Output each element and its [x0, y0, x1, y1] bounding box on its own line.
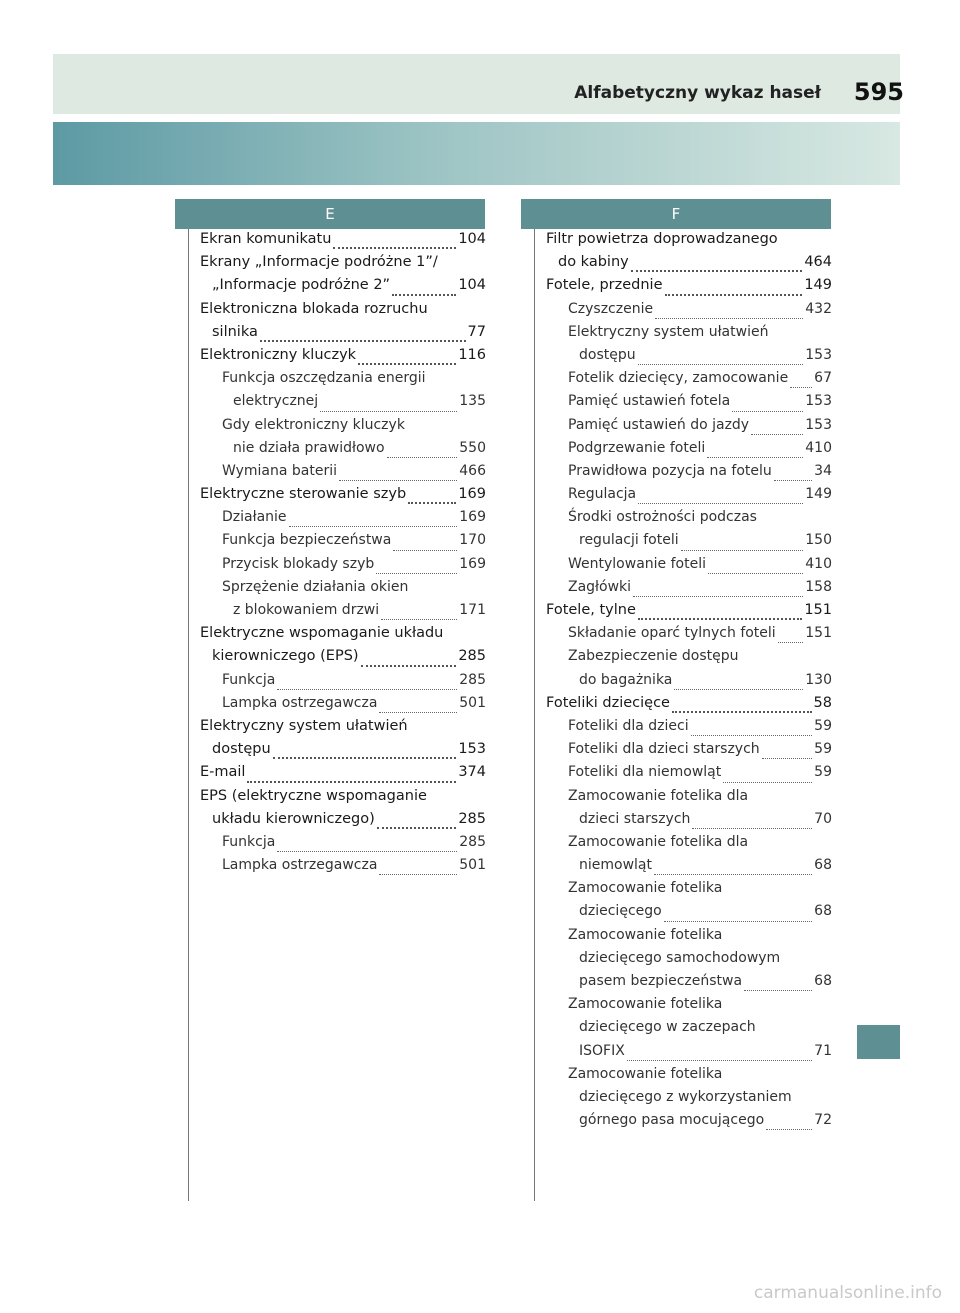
dot-leader — [393, 550, 457, 551]
dot-leader — [638, 503, 803, 504]
index-subentry — [546, 417, 832, 440]
index-subentry — [546, 370, 832, 393]
index-subentry — [546, 463, 832, 486]
entry-text: Zamocowanie fotelika — [568, 880, 723, 897]
dot-leader — [289, 526, 458, 527]
entry-page-number: 71 — [814, 1042, 832, 1059]
entry-text: Elektryczny system ułatwień — [200, 717, 408, 734]
index-subentry — [200, 556, 486, 579]
entry-text: Filtr powietrza doprowadzanego — [546, 231, 778, 247]
dot-leader — [358, 363, 456, 365]
entry-text: Sprzężenie działania okien — [222, 578, 409, 595]
index-subentry — [200, 834, 486, 857]
index-subentry — [546, 834, 832, 857]
entry-page-number: 410 — [805, 555, 832, 572]
entry-text: Foteliki dla dzieci starszych — [568, 741, 760, 758]
entry-text: Funkcja — [222, 671, 276, 688]
entry-page-number: 104 — [458, 277, 486, 294]
entry-text: z blokowaniem drzwi — [233, 602, 380, 618]
dot-leader — [774, 480, 812, 481]
index-subentry — [546, 1112, 832, 1135]
entry-page-number: 68 — [814, 973, 832, 989]
index-subentry — [200, 393, 486, 416]
dot-leader — [655, 318, 803, 319]
entry-text: pasem bezpieczeństwa — [579, 973, 743, 989]
index-subentry — [200, 370, 486, 393]
index-entry — [200, 347, 486, 370]
entry-text: dziecięcego w zaczepach — [579, 1019, 756, 1036]
entry-page-number: 77 — [467, 323, 486, 340]
entry-text: Fotele, tylne — [546, 602, 636, 618]
index-subentry — [546, 857, 832, 880]
entry-page-number: 501 — [459, 857, 486, 874]
entry-text: Pamięć ustawień fotela — [568, 393, 731, 410]
entry-text: Foteliki dla dzieci — [568, 717, 689, 734]
entry-text: Elektroniczna blokada rozruchu — [200, 300, 428, 317]
index-entry — [200, 231, 486, 254]
entry-text: Pamięć ustawień do jazdy — [568, 416, 750, 433]
dot-leader — [681, 550, 804, 551]
index-entry — [200, 324, 486, 347]
dot-leader — [665, 294, 803, 296]
entry-page-number: 58 — [813, 694, 832, 711]
entry-page-number: 153 — [805, 416, 832, 433]
entry-text: Foteliki dziecięce — [546, 694, 670, 711]
index-entry — [200, 625, 486, 648]
entry-text: E-mail — [200, 764, 246, 781]
index-subentry — [546, 903, 832, 926]
entry-page-number: 59 — [814, 764, 832, 781]
entry-text: Zamocowanie fotelika — [568, 926, 723, 943]
entry-text: Gdy elektroniczny kluczyk — [222, 416, 405, 433]
index-subentry — [546, 950, 832, 973]
dot-leader — [633, 596, 803, 597]
entry-page-number: 151 — [805, 625, 832, 642]
index-subentry — [546, 927, 832, 950]
index-subentry — [200, 463, 486, 486]
index-entry — [546, 602, 832, 625]
dot-leader — [708, 573, 803, 574]
dot-leader — [762, 758, 813, 759]
index-entry — [200, 764, 486, 787]
entry-text: Fotelik dziecięcy, zamocowanie — [568, 370, 789, 387]
entry-page-number: 72 — [814, 1112, 832, 1129]
entry-text: ISOFIX — [579, 1042, 625, 1059]
entry-text: Elektroniczny kluczyk — [200, 346, 357, 363]
dot-leader — [664, 921, 812, 922]
entry-text: Ekrany „Informacje podróżne 1”/ — [200, 254, 438, 271]
entry-page-number: 169 — [459, 509, 486, 526]
dot-leader — [692, 828, 812, 829]
index-column-f — [546, 231, 832, 1135]
entry-page-number: 285 — [459, 833, 486, 850]
section-header-f: F — [521, 199, 831, 229]
index-entry — [200, 718, 486, 741]
entry-text: kierowniczego (EPS) — [212, 648, 359, 665]
entry-text: Zamocowanie fotelika dla — [568, 833, 749, 850]
entry-page-number: 67 — [814, 370, 832, 387]
index-entry — [200, 254, 486, 277]
entry-page-number: 285 — [458, 648, 486, 665]
entry-text: EPS (elektryczne wspomaganie — [200, 787, 427, 804]
entry-text: dziecięcego samochodowym — [579, 949, 781, 966]
entry-page-number: 169 — [459, 555, 486, 572]
entry-text: Przycisk blokady szyb — [222, 555, 375, 572]
index-subentry — [546, 579, 832, 602]
entry-page-number: 464 — [804, 254, 832, 271]
entry-page-number: 169 — [458, 486, 486, 503]
index-subentry — [546, 788, 832, 811]
entry-text: Środki ostrożności podczas — [568, 509, 757, 526]
entry-text: Czyszczenie — [568, 300, 654, 317]
dot-leader — [627, 1060, 812, 1061]
index-subentry — [546, 996, 832, 1019]
index-subentry — [546, 672, 832, 695]
index-subentry — [546, 532, 832, 555]
entry-text: Lampka ostrzegawcza — [222, 694, 378, 711]
index-subentry — [546, 1066, 832, 1089]
dot-leader — [408, 502, 456, 504]
entry-page-number: 550 — [459, 439, 486, 456]
entry-page-number: 104 — [458, 231, 486, 247]
entry-page-number: 149 — [804, 277, 832, 294]
index-subentry — [546, 324, 832, 347]
entry-text: Elektryczny system ułatwień — [568, 323, 769, 340]
index-entry — [200, 486, 486, 509]
entry-text: Wentylowanie foteli — [568, 555, 706, 572]
entry-text: nie działa prawidłowo — [233, 439, 385, 456]
entry-text: górnego pasa mocującego — [579, 1112, 765, 1129]
index-subentry — [546, 648, 832, 671]
dot-leader — [339, 480, 457, 481]
entry-text: silnika — [212, 323, 258, 340]
index-subentry — [546, 973, 832, 996]
entry-text: „Informacje podróżne 2” — [212, 277, 391, 294]
decorative-gradient-band — [53, 122, 900, 185]
entry-text: Funkcja oszczędzania energii — [222, 370, 426, 387]
dot-leader — [277, 851, 457, 852]
dot-leader — [379, 874, 457, 875]
dot-leader — [744, 990, 812, 991]
entry-text: Elektryczne sterowanie szyb — [200, 486, 407, 503]
index-subentry — [546, 764, 832, 787]
index-entry — [200, 277, 486, 300]
entry-page-number: 130 — [805, 671, 832, 688]
index-subentry — [200, 509, 486, 532]
index-entry — [200, 741, 486, 764]
index-subentry — [200, 579, 486, 602]
entry-page-number: 34 — [814, 462, 832, 479]
entry-page-number: 116 — [458, 346, 486, 363]
entry-text: Podgrzewanie foteli — [568, 439, 706, 456]
entry-text: Elektryczne wspomaganie układu — [200, 625, 444, 642]
entry-text: do bagażnika — [579, 671, 673, 688]
dot-leader — [631, 270, 803, 272]
entry-page-number: 151 — [804, 602, 832, 618]
chapter-side-tab — [857, 1025, 900, 1059]
entry-text: Funkcja bezpieczeństwa — [222, 532, 392, 549]
index-subentry — [546, 1043, 832, 1066]
entry-text: elektrycznej — [233, 393, 319, 410]
dot-leader — [333, 247, 456, 249]
entry-page-number: 285 — [459, 671, 486, 688]
entry-text: Lampka ostrzegawcza — [222, 857, 378, 874]
entry-text: dostępu — [579, 346, 636, 363]
dot-leader — [778, 642, 804, 643]
entry-text: Działanie — [222, 509, 287, 526]
dot-leader — [707, 457, 803, 458]
dot-leader — [751, 434, 803, 435]
index-subentry — [546, 625, 832, 648]
index-entry — [546, 695, 832, 718]
dot-leader — [723, 782, 812, 783]
dot-leader — [379, 712, 457, 713]
entry-page-number: 70 — [814, 810, 832, 827]
entry-text: Zagłówki — [568, 578, 632, 595]
index-entry — [200, 648, 486, 671]
dot-leader — [361, 665, 457, 667]
entry-text: regulacji foteli — [579, 532, 679, 549]
entry-page-number: 170 — [459, 532, 486, 549]
entry-page-number: 68 — [814, 903, 832, 920]
entry-text: do kabiny — [558, 254, 629, 271]
index-entry — [546, 277, 832, 300]
entry-text: dziecięcego z wykorzystaniem — [579, 1088, 792, 1105]
dot-leader — [674, 689, 803, 690]
dot-leader — [672, 711, 812, 713]
index-subentry — [200, 695, 486, 718]
dot-leader — [381, 619, 457, 620]
entry-text: dzieci starszych — [579, 810, 691, 827]
index-subentry — [200, 440, 486, 463]
dot-leader — [376, 573, 457, 574]
index-entry — [200, 301, 486, 324]
dot-leader — [392, 294, 456, 296]
entry-text: Regulacja — [568, 486, 637, 503]
index-subentry — [546, 1019, 832, 1042]
entry-text: dziecięcego — [579, 903, 662, 920]
entry-page-number: 68 — [814, 857, 832, 874]
index-subentry — [546, 880, 832, 903]
dot-leader — [732, 411, 803, 412]
entry-page-number: 374 — [458, 764, 486, 781]
index-subentry — [546, 486, 832, 509]
entry-page-number: 149 — [805, 486, 832, 503]
entry-text: dostępu — [212, 741, 271, 758]
dot-leader — [273, 757, 457, 759]
entry-text: Foteliki dla niemowląt — [568, 764, 722, 781]
entry-page-number: 410 — [805, 439, 832, 456]
entry-page-number: 59 — [814, 741, 832, 758]
dot-leader — [766, 1129, 812, 1130]
dot-leader — [790, 387, 812, 388]
index-subentry — [546, 556, 832, 579]
index-subentry — [200, 602, 486, 625]
page-header-title: Alfabetyczny wykaz haseł — [574, 83, 821, 103]
dot-leader — [691, 735, 813, 736]
column-rule-f — [534, 229, 535, 1201]
watermark: carmanualsonline.info — [753, 1283, 942, 1303]
index-subentry — [200, 857, 486, 880]
entry-page-number: 158 — [805, 578, 832, 595]
entry-text: niemowląt — [579, 857, 652, 874]
index-subentry — [546, 811, 832, 834]
dot-leader — [654, 874, 812, 875]
index-subentry — [546, 393, 832, 416]
dot-leader — [247, 781, 456, 783]
index-subentry — [200, 417, 486, 440]
entry-page-number: 501 — [459, 694, 486, 711]
entry-text: Zamocowanie fotelika — [568, 1065, 723, 1082]
entry-page-number: 466 — [459, 462, 486, 479]
entry-text: Ekran komunikatu — [200, 231, 332, 247]
entry-text: Fotele, przednie — [546, 277, 663, 294]
index-subentry — [546, 347, 832, 370]
index-entry — [546, 231, 832, 254]
index-subentry — [546, 509, 832, 532]
entry-text: Prawidłowa pozycja na fotelu — [568, 462, 772, 479]
entry-page-number: 59 — [814, 717, 832, 734]
index-subentry — [546, 1089, 832, 1112]
entry-page-number: 135 — [459, 393, 486, 410]
index-column-e — [200, 231, 486, 880]
dot-leader — [387, 457, 458, 458]
entry-text: Składanie oparć tylnych foteli — [568, 625, 776, 642]
entry-text: Funkcja — [222, 833, 276, 850]
entry-page-number: 285 — [458, 810, 486, 827]
index-entry — [200, 811, 486, 834]
entry-text: Zamocowanie fotelika dla — [568, 787, 749, 804]
section-header-e: E — [175, 199, 485, 229]
entry-page-number: 153 — [805, 346, 832, 363]
index-subentry — [546, 718, 832, 741]
index-subentry — [200, 672, 486, 695]
index-entry — [546, 254, 832, 277]
dot-leader — [260, 340, 466, 342]
index-subentry — [546, 301, 832, 324]
dot-leader — [277, 689, 457, 690]
index-subentry — [200, 532, 486, 555]
dot-leader — [377, 827, 457, 829]
index-entry — [200, 788, 486, 811]
index-subentry — [546, 741, 832, 764]
entry-page-number: 171 — [459, 602, 486, 618]
entry-text: Wymiana baterii — [222, 462, 337, 479]
column-rule-e — [188, 229, 189, 1201]
entry-page-number: 153 — [458, 741, 486, 758]
dot-leader — [320, 411, 457, 412]
entry-page-number: 153 — [805, 393, 832, 410]
dot-leader — [638, 364, 804, 365]
entry-text: Zamocowanie fotelika — [568, 996, 723, 1013]
entry-page-number: 432 — [805, 300, 832, 317]
entry-text: układu kierowniczego) — [212, 810, 375, 827]
entry-page-number: 150 — [805, 532, 832, 549]
index-subentry — [546, 440, 832, 463]
page-number: 595 — [853, 78, 904, 106]
entry-text: Zabezpieczenie dostępu — [568, 648, 739, 665]
dot-leader — [638, 618, 802, 620]
